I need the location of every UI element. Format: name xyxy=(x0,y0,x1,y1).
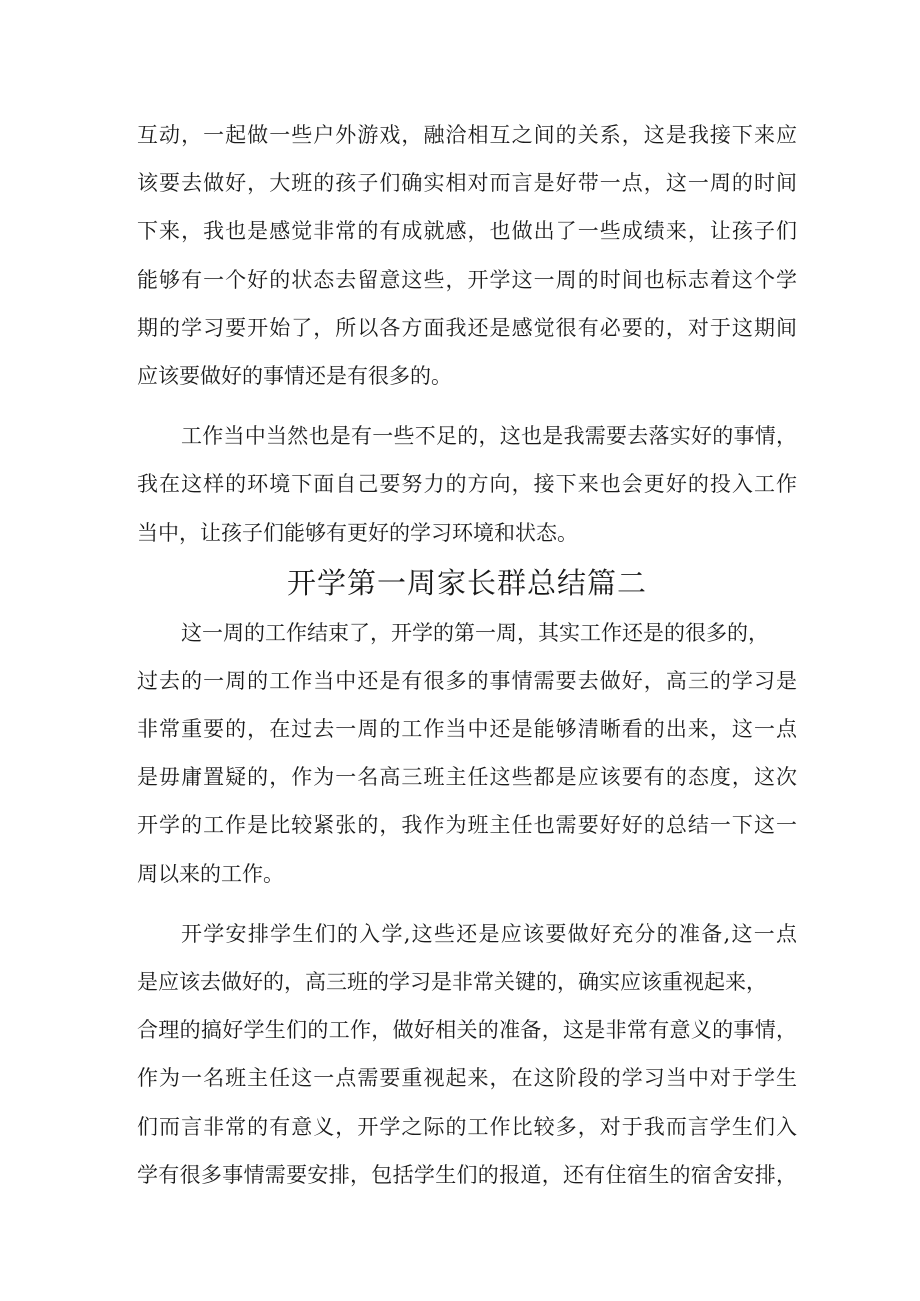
paragraph-2 xyxy=(137,412,797,557)
paragraph-line: 当中，让孩子们能够有更好的学习环境和状态。 xyxy=(137,520,578,545)
paragraph-line: 下来，我也是感觉非常的有成就感，也做出了一些成绩来，让孩子们 xyxy=(137,219,797,244)
paragraph-line: 该要去做好，大班的孩子们确实相对而言是好带一点，这一周的时间 xyxy=(137,171,797,196)
paragraph-line: 期的学习要开始了，所以各方面我还是感觉很有必要的，对于这期间 xyxy=(137,315,797,340)
paragraph-line: 互动，一起做一些户外游戏，融洽相互之间的关系，这是我接下来应 xyxy=(137,123,797,147)
paragraph-line: 学有很多事情需要安排，包括学生们的报道，还有住宿生的宿舍安排， xyxy=(137,1162,797,1187)
paragraph-1 xyxy=(137,111,797,400)
paragraph-line: 周以来的工作。 xyxy=(137,861,284,886)
paragraph-3 xyxy=(137,609,797,898)
paragraph-line: 是应该去做好的，高三班的学习是非常关键的，确实应该重视起来， xyxy=(137,970,767,994)
paragraph-line: 作为一名班主任这一点需要重视起来，在这阶段的学习当中对于学生 xyxy=(137,1066,797,1091)
paragraph-line: 应该要做好的事情还是有很多的。 xyxy=(137,363,452,388)
paragraph-line: 能够有一个好的状态去留意这些，开学这一周的时间也标志着这个学 xyxy=(137,267,797,292)
paragraph-line: 这一周的工作结束了，开学的第一周，其实工作还是的很多的， xyxy=(181,620,769,645)
paragraph-line: 开学安排学生们的入学,这些还是应该要做好充分的准备,这一点 xyxy=(181,921,797,946)
paragraph-line: 非常重要的，在过去一周的工作当中还是能够清晰看的出来，这一点 xyxy=(137,717,797,742)
paragraph-line: 我在这样的环境下面自己要努力的方向，接下来也会更好的投入工作 xyxy=(137,472,797,497)
paragraph-line: 合理的搞好学生们的工作，做好相关的准备，这是非常有意义的事情， xyxy=(137,1018,797,1043)
paragraph-line: 工作当中当然也是有一些不足的，这也是我需要去落实好的事情， xyxy=(181,424,797,449)
document-body xyxy=(137,111,797,1199)
paragraph-4 xyxy=(137,910,797,1199)
section-heading: 开学第一周家长群总结篇二 xyxy=(286,565,647,600)
paragraph-line: 是毋庸置疑的，作为一名高三班主任这些都是应该要有的态度，这次 xyxy=(137,765,797,790)
paragraph-line: 开学的工作是比较紧张的，我作为班主任也需要好好的总结一下这一 xyxy=(137,813,797,838)
paragraph-line: 过去的一周的工作当中还是有很多的事情需要去做好，高三的学习是 xyxy=(137,668,797,693)
paragraph-line: 们而言非常的有意义，开学之际的工作比较多，对于我而言学生们入 xyxy=(137,1114,797,1139)
